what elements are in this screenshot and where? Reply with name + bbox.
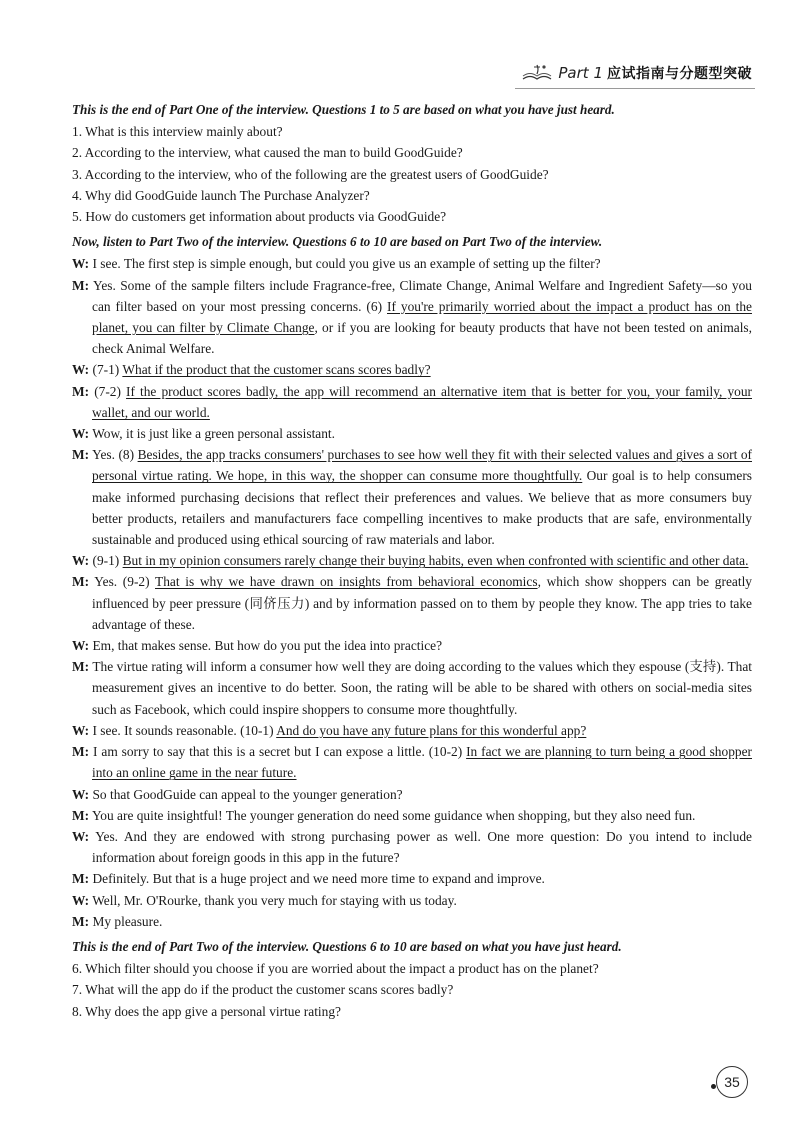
underlined-answer-text: And do you have any future plans for this wonderful app? xyxy=(276,722,587,738)
speaker-label: M: xyxy=(72,871,90,887)
dialogue-text: Our goal is to help consumers make informed purchasing decisions that reflect their preferences and values. We believe that as more consumers buy better products, retailers and manufacturers face compelling incentives to make products that are safe, environmentally sustainable and produced using ethical sourcing of raw materials and labor. xyxy=(92,468,753,548)
dialogue-transcript xyxy=(72,253,752,932)
dialogue-turn xyxy=(72,423,752,444)
dialogue-turn xyxy=(72,826,752,868)
speaker-label: M: xyxy=(72,574,90,590)
header-rule xyxy=(515,88,755,89)
dialogue-turn xyxy=(72,868,752,889)
dialogue-turn xyxy=(72,571,752,635)
speaker-label: M: xyxy=(72,447,90,463)
dialogue-text: Yes. And they are endowed with strong purchasing power as well. One more question: Do you intend to include information about foreign goods in this app in the future? xyxy=(92,828,752,866)
dialogue-turn xyxy=(72,275,752,360)
underlined-answer-text: But in my opinion consumers rarely change their buying habits, even when confronted with scientific and other data. xyxy=(122,553,749,569)
dialogue-text: , which show shoppers can be greatly influenced by peer pressure (同侪压力) and by information passed on to them by people they know. The app tries to take advantage of these. xyxy=(92,574,752,632)
part-one-question-list xyxy=(72,121,752,227)
dialogue-turn xyxy=(72,720,752,741)
dialogue-turn xyxy=(72,359,752,380)
speaker-label: M: xyxy=(72,659,90,675)
part-two-intro-heading: Now, listen to Part Two of the interview. Questions 6 to 10 are based on Part Two of the interview. xyxy=(72,234,603,250)
dialogue-text: I see. It sounds reasonable. (10-1) xyxy=(92,722,277,738)
question-item: 5. How do customers get information about products via GoodGuide? xyxy=(72,209,447,225)
dialogue-text: The virtue rating will inform a consumer how well they are doing according to the values which they espouse (支持). That measurement gives an incentive to do better. Soon, the rating will be able to be shared with others on social-media sites such as Facebook, which could inspire shoppers to consume more thoughtfully. xyxy=(92,659,753,717)
question-item: 6. Which filter should you choose if you are worried about the impact a product has on the planet? xyxy=(72,961,599,977)
dialogue-text: You are quite insightful! The younger generation do need some guidance when shopping, but they also need fun. xyxy=(91,807,696,823)
underlined-answer-text: That is why we have drawn on insights from behavioral economics xyxy=(155,574,538,590)
speaker-label: W: xyxy=(72,722,90,738)
dialogue-turn xyxy=(72,890,752,911)
page-content xyxy=(72,99,752,1022)
underlined-answer-text: In fact we are planning to turn being a good shopper into an online game in the near future. xyxy=(92,744,752,781)
dialogue-turn xyxy=(72,550,752,571)
question-item: 4. Why did GoodGuide launch The Purchase Analyzer? xyxy=(72,187,370,203)
dialogue-text: (9-1) xyxy=(92,553,123,569)
page-header xyxy=(520,62,752,84)
speaker-label: W: xyxy=(72,892,90,908)
question-item: 2. According to the interview, what caused the man to build GoodGuide? xyxy=(72,145,463,161)
speaker-label: M: xyxy=(72,913,90,929)
dialogue-turn xyxy=(72,805,752,826)
dialogue-turn xyxy=(72,784,752,805)
speaker-label: M: xyxy=(72,383,90,399)
dialogue-turn xyxy=(72,741,752,783)
part-two-end-heading: This is the end of Part Two of the interview. Questions 6 to 10 are based on what you have just heard. xyxy=(72,938,622,954)
header-title: 应试指南与分题型突破 xyxy=(607,66,752,82)
dialogue-text: Wow, it is just like a green personal assistant. xyxy=(92,426,335,442)
question-item: 7. What will the app do if the product the customer scans scores badly? xyxy=(72,982,454,998)
page-dot-icon xyxy=(711,1084,716,1089)
dialogue-turn xyxy=(72,656,752,720)
dialogue-text: Definitely. But that is a huge project and we need more time to expand and improve. xyxy=(92,871,545,887)
dialogue-text: Em, that makes sense. But how do you put the idea into practice? xyxy=(92,638,443,654)
speaker-label: W: xyxy=(72,362,90,378)
underlined-answer-text: What if the product that the customer scans scores badly? xyxy=(122,362,431,378)
dialogue-turn xyxy=(72,253,752,274)
dialogue-text: (7-2) xyxy=(94,383,127,399)
speaker-label: W: xyxy=(72,553,90,569)
dialogue-text: , or if you are looking for beauty products that have not been tested on animals, check Animal Welfare. xyxy=(92,320,752,357)
page-number: 35 xyxy=(724,1074,740,1090)
speaker-label: M: xyxy=(72,744,90,760)
speaker-label: M: xyxy=(72,807,90,823)
dialogue-text: (7-1) xyxy=(92,362,123,378)
dialogue-text: I am sorry to say that this is a secret but I can expose a little. (10-2) xyxy=(93,744,467,760)
page-number-badge xyxy=(716,1066,748,1098)
speaker-label: W: xyxy=(72,426,90,442)
dialogue-turn xyxy=(72,444,752,550)
speaker-label: W: xyxy=(72,638,90,654)
dialogue-text: Yes. (8) xyxy=(92,447,138,463)
question-item: 8. Why does the app give a personal virtue rating? xyxy=(72,1003,341,1019)
dialogue-turn xyxy=(72,381,752,423)
book-logo-icon xyxy=(520,62,554,84)
speaker-label: W: xyxy=(72,786,90,802)
dialogue-turn xyxy=(72,911,752,932)
part-one-end-heading: This is the end of Part One of the interview. Questions 1 to 5 are based on what you have just heard. xyxy=(72,102,615,117)
speaker-label: W: xyxy=(72,256,90,272)
dialogue-text: I see. The first step is simple enough, but could you give us an example of setting up the filter? xyxy=(92,256,601,272)
dialogue-text: So that GoodGuide can appeal to the younger generation? xyxy=(92,786,403,802)
question-item: 3. According to the interview, who of the following are the greatest users of GoodGuide? xyxy=(72,166,549,182)
underlined-answer-text: Besides, the app tracks consumers' purchases to see how well they fit with their selected values and gives a sort of personal virtue rating. We hope, in this way, the shopper can consume more thoughtfully. xyxy=(92,447,752,484)
dialogue-turn xyxy=(72,635,752,656)
part-label: Part 1 xyxy=(558,64,603,82)
speaker-label: M: xyxy=(72,277,90,293)
dialogue-text: My pleasure. xyxy=(92,913,163,929)
underlined-answer-text: If the product scores badly, the app will recommend an alternative item that is better for you, your family, your wallet, and our world. xyxy=(92,383,752,420)
dialogue-text: Well, Mr. O'Rourke, thank you very much for staying with us today. xyxy=(92,892,457,908)
speaker-label: W: xyxy=(72,828,90,844)
question-item: 1. What is this interview mainly about? xyxy=(72,124,283,140)
dialogue-text: Yes. (9-2) xyxy=(94,574,156,590)
underlined-answer-text: If you're primarily worried about the impact a product has on the planet, you can filter by Climate Change xyxy=(92,298,752,336)
dialogue-text: Yes. Some of the sample filters include Fragrance-free, Climate Change, Animal Welfare and Ingredient Safety—so you can filter based on your most pressing concerns. (6) xyxy=(92,277,752,314)
part-two-question-list xyxy=(72,958,752,1022)
